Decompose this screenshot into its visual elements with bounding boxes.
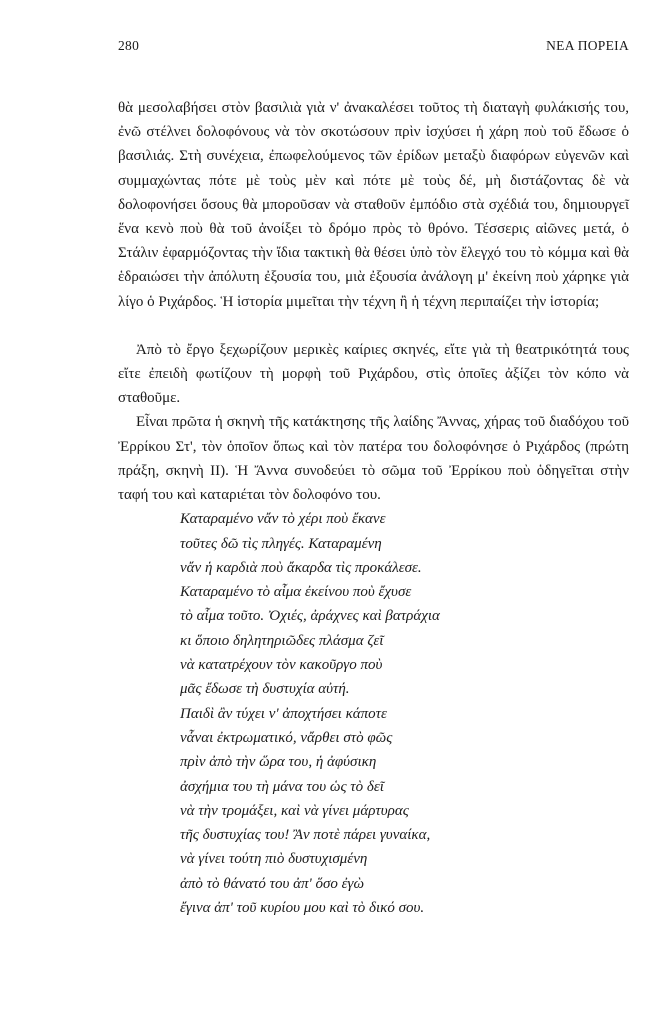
verse-line: ἀπὸ τὸ θάνατό του ἀπ' ὅσο ἐγὼ — [180, 875, 365, 892]
verse-line: τὸ αἷμα τοῦτο. Ὀχιές, ἀράχνες καὶ βατράχια — [180, 608, 440, 625]
page-number: 280 — [118, 38, 140, 53]
paragraph: θὰ μεσολαβήσει στὸν βασιλιὰ γιὰ ν' ἀνακαλέσει τοῦτος τὴ διαταγὴ φυλάκισής του, ἐνῶ στέλνει δολοφόνους νὰ τὸν σκοτώσουν πρὶν ἰσχύσει ἡ χάρη ποὺ τοῦ ἔδωσε ὁ βασιλιάς. Στὴ συνέχεια, ἐπωφελούμενος τῶν ἐρίδων μεταξὺ διαφόρων εὐγενῶν καὶ συμμαχώντας πότε μὲ τοὺς μὲν καὶ πότε μὲ τοὺς δέ, μὴ διστάζοντας δὲ νὰ δολοφονήσει ὅσους θὰ μποροῦσαν νὰ σταθοῦν ἐμπόδιο στὰ σχέδιά του, δημιουργεῖ ἕνα κενὸ ποὺ θὰ τοῦ ἀνοίξει τὸ δρόμο πρὸς τὸ θρόνο. Τέσσερις αἰῶνες μετά, ὁ Στάλιν ἐφαρμόζοντας τὴν ἴδια τακτικὴ θὰ θέσει ὑπὸ τὸν ἔλεγχό του τὸ κόμμα καὶ θὰ ἑδραιώσει τὴν ἀπόλυτη ἐξουσία του, μιὰ ἐξουσία ἀνάλογη μ' ἐκείνη ποὺ χάρηκε γιὰ λίγο ὁ Ριχάρδος. Ἡ ἱστορία μιμεῖται τὴν τέχνη ἢ ἡ τέχνη περιπαίζει τὴν ἱστορία; — [118, 100, 629, 310]
verse-line: τοῦτες δῶ τὶς πληγές. Καταραμένη — [180, 535, 382, 552]
verse-line: νἄν ἡ καρδιὰ ποὺ ἄκαρδα τὶς προκάλεσε. — [180, 559, 422, 576]
verse-line: Παιδὶ ἂν τύχει ν' ἀποχτήσει κάποτε — [180, 705, 387, 722]
verse-line: Καταραμένο τὸ αἷμα ἐκείνου ποὺ ἔχυσε — [180, 584, 412, 601]
verse-line: κι ὅποιο δηλητηριῶδες πλάσμα ζεῖ — [180, 632, 384, 649]
running-title: ΝΕΑ ΠΟΡΕΙΑ — [546, 38, 629, 53]
paragraph: Εἶναι πρῶτα ἡ σκηνὴ τῆς κατάκτησης τῆς λαίδης Ἄννας, χήρας τοῦ διαδόχου τοῦ Ἐρρίκου Στ', τὸν ὁποῖον ὅπως καὶ τὸν πατέρα του δολοφόνησε ὁ Ριχάρδος (πρώτη πράξη, σκηνὴ ΙΙ). Ἡ Ἄννα συνοδεύει τὸ σῶμα τοῦ Ἐρρίκου ποὺ ὁδηγεῖται στὴν ταφή του καὶ καταριέται τὸν δολοφόνο του. — [118, 414, 629, 504]
verse-line: ἔγινα ἀπ' τοῦ κυρίου μου καὶ τὸ δικό σου. — [180, 900, 425, 916]
verse-line: νὰ τὴν τρομάξει, καὶ νὰ γίνει μάρτυρας — [180, 802, 409, 819]
verse-line: τῆς δυστυχίας του! Ἂν ποτὲ πάρει γυναίκα, — [180, 827, 431, 844]
paragraph-gap — [118, 314, 629, 338]
verse-line: ἀσχήμια του τὴ μάνα του ὡς τὸ δεῖ — [180, 778, 384, 795]
verse-line: νἆναι ἐκτρωματικό, νἄρθει στὸ φῶς — [180, 729, 393, 746]
verse-line: μᾶς ἔδωσε τὴ δυστυχία αὐτή. — [180, 681, 350, 698]
verse-line: πρὶν ἀπὸ τὴν ὥρα του, ἡ ἀφύσικη — [180, 754, 377, 771]
body-text — [118, 96, 629, 920]
page-header — [118, 38, 629, 56]
verse-line: νὰ γίνει τούτη πιὸ δυστυχισμένη — [180, 851, 368, 868]
verse-line: νὰ κατατρέχουν τὸν κακοῦργο ποὺ — [180, 657, 383, 674]
verse-line: Καταραμένο νἄν τὸ χέρι ποὺ ἔκανε — [180, 511, 386, 528]
paragraph: Ἀπὸ τὸ ἔργο ξεχωρίζουν μερικὲς καίριες σκηνές, εἴτε γιὰ τὴ θεατρικότητά τους εἴτε ἐπειδὴ φωτίζουν τὴ μορφὴ τοῦ Ριχάρδου, στὶς ὁποῖες ἀξίζει τὸν κόπο νὰ σταθοῦμε. — [118, 341, 629, 407]
verse-quote — [180, 507, 629, 920]
